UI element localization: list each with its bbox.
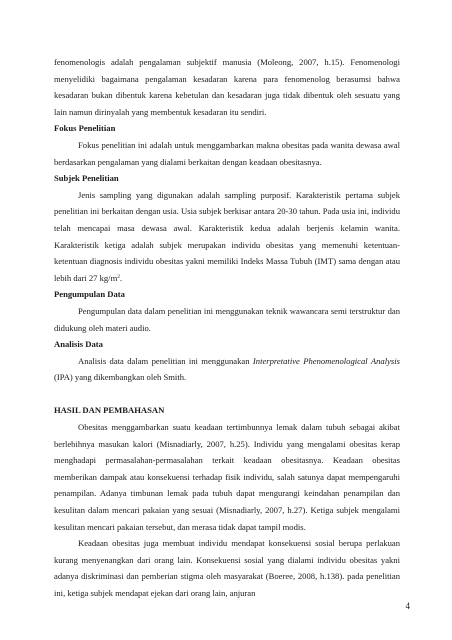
- paragraph-pengumpulan-data: Pengumpulan data dalam penelitian ini menggunakan teknik wawancara semi terstruktur dan didukung oleh materi audio.: [54, 305, 400, 333]
- paragraph-intro-continuation: fenomenologis adalah pengalaman subjektif manusia (Moleong, 2007, h.15). Fenomenologi menyelidiki bagaimana pengalaman kesadaran karena para fenomenolog berasumsi bahwa kesadaran bukan dibentuk karena kebetulan dan kesadaran juga tidak dibentuk oleh sesuatu yang lain namun dirinyalah yang membentuk kesadaran itu sendiri.: [54, 57, 400, 117]
- heading-subjek-penelitian: Subjek Penelitian: [54, 173, 119, 184]
- paragraph-fokus-penelitian: Fokus penelitian ini adalah untuk menggambarkan makna obesitas pada wanita dewasa awal berdasarkan pengalaman yang dialami berkaitan dengan keadaan obesitasnya.: [54, 139, 400, 167]
- subjek-text-end: .: [120, 272, 123, 283]
- subjek-text: Jenis sampling yang digunakan adalah sampling purposif. Karakteristik pertama subjek penelitian ini berkaitan dengan usia. Usia subjek berkisar antara 20-30 tahun. Pada usia ini, individu telah mencapai masa dewasa awal. Karakteristik kedua adalah berjenis kelamin wanita. Karakteristik ketiga adalah subjek merupakan individu obesitas yang memenuhi ketentuan-ketentuan diagnosis individu obesitas yakni memiliki Indeks Massa Tubuh (IMT) sama dengan atau lebih dari 27 kg/m: [54, 189, 400, 283]
- analisis-text-italic: Interpretative Phenomenological Analysis: [252, 355, 400, 366]
- heading-hasil-pembahasan: HASIL DAN PEMBAHASAN: [54, 405, 165, 416]
- superscript-two: 2: [117, 273, 120, 280]
- paragraph-subjek-penelitian: [54, 187, 400, 287]
- paragraph-hasil-1: Obesitas menggambarkan suatu keadaan tertimbunnya lemak dalam tubuh sebagai akibat berlebihnya masukan kalori (Misnadiarly, 2007, h.25). Individu yang mengalami obesitas kerap menghadapi permasalahan-permasalahan terkait keadaan obesitasnya. Keadaan obesitas memberikan dampak atau konsekuensi terhadap fisik individu, salah satunya dapat mempengaruhi penampilan. Adanya timbunan lemak pada tubuh dapat mengurangi keindahan penampilan dan kesulitan dalam mencari pakaian yang sesuai (Misnadiarly, 2007, h.27). Ketiga subjek mengalami kesulitan mencari pakaian tersebut, dan merasa tidak dapat tampil modis.: [54, 422, 400, 532]
- paragraph-hasil-2: Keadaan obesitas juga membuat individu mendapat konsekuensi sosial berupa perlakuan kurang menyenangkan dari orang lain. Konsekuensi sosial yang dialami individu obesitas yakni adanya diskriminasi dan pemberian stigma oleh masyarakat (Boeree, 2008, h.138). pada penelitian ini, ketiga subjek mendapat ejekan dari orang lain, anjuran: [54, 538, 400, 598]
- body-text: [54, 54, 400, 602]
- heading-analisis-data: Analisis Data: [54, 339, 103, 350]
- paragraph-analisis-data: [54, 353, 400, 386]
- heading-fokus-penelitian: Fokus Penelitian: [54, 123, 116, 134]
- section-spacer: [54, 386, 400, 403]
- heading-pengumpulan-data: Pengumpulan Data: [54, 289, 125, 300]
- analisis-text-end: (IPA) yang dikembangkan oleh Smith.: [54, 372, 187, 383]
- analisis-text-start: Analisis data dalam penelitian ini menggunakan: [78, 355, 253, 366]
- page-number: 4: [405, 601, 410, 611]
